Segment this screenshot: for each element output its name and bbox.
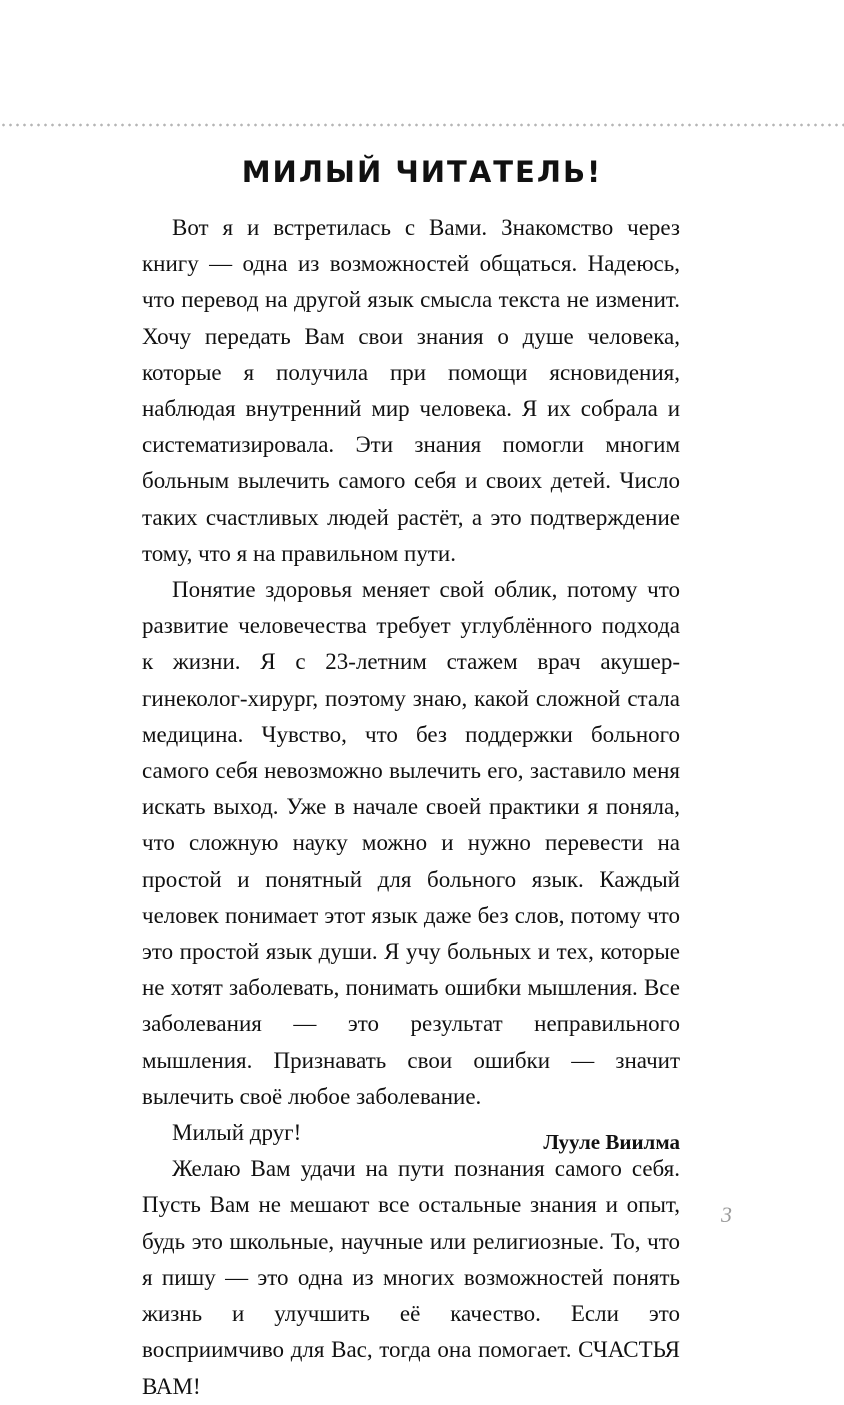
- page-title: МИЛЫЙ ЧИТАТЕЛЬ!: [241, 155, 603, 189]
- paragraph: Вот я и встретилась с Вами. Знакомство через книгу — одна из возможностей общаться. Надеюсь, что перевод на другой язык смысла текста не изменит. Хочу передать Вам свои знания о душе человека, которые я получила при помощи ясновидения, наблюдая внутренний мир человека. Я их собрала и систематизировала. Эти знания помогли многим больным вылечить самого себя и своих детей. Число таких счастливых людей растёт, а это подтверждение тому, что я на правильном пути.: [142, 215, 680, 566]
- paragraph: Желаю Вам удачи на пути познания самого себя. Пусть Вам не мешают все остальные знания и опыт, будь это школьные, научные или религиозные. То, что я пишу — это одна из многих возможностей понять жизнь и улучшить её качество. Если это восприимчиво для Вас, тогда она помогает. СЧАСТЬЯ ВАМ!: [142, 1156, 680, 1399]
- page-number: 3: [721, 1202, 732, 1227]
- dotted-rule: [0, 123, 844, 127]
- paragraph: Милый друг!: [172, 1120, 302, 1146]
- author-signature: Лууле Виилма: [543, 1130, 680, 1154]
- body-text: [142, 210, 680, 1405]
- paragraph: Понятие здоровья меняет свой облик, потому что развитие человечества требует углублённого подхода к жизни. Я с 23-летним стажем врач акушер-гинеколог-хирург, поэтому знаю, какой сложной стала медицина. Чувство, что без поддержки больного самого себя невозможно вылечить его, заставило меня искать выход. Уже в начале своей практики я поняла, что сложную науку можно и нужно перевести на простой и понятный для больного язык. Каждый человек понимает этот язык даже без слов, потому что это простой язык души. Я учу больных и тех, которые не хотят заболевать, понимать ошибки мышления. Все заболевания — это результат неправильного мышления. Признавать свои ошибки — значит вылечить своё любое заболевание.: [142, 577, 680, 1109]
